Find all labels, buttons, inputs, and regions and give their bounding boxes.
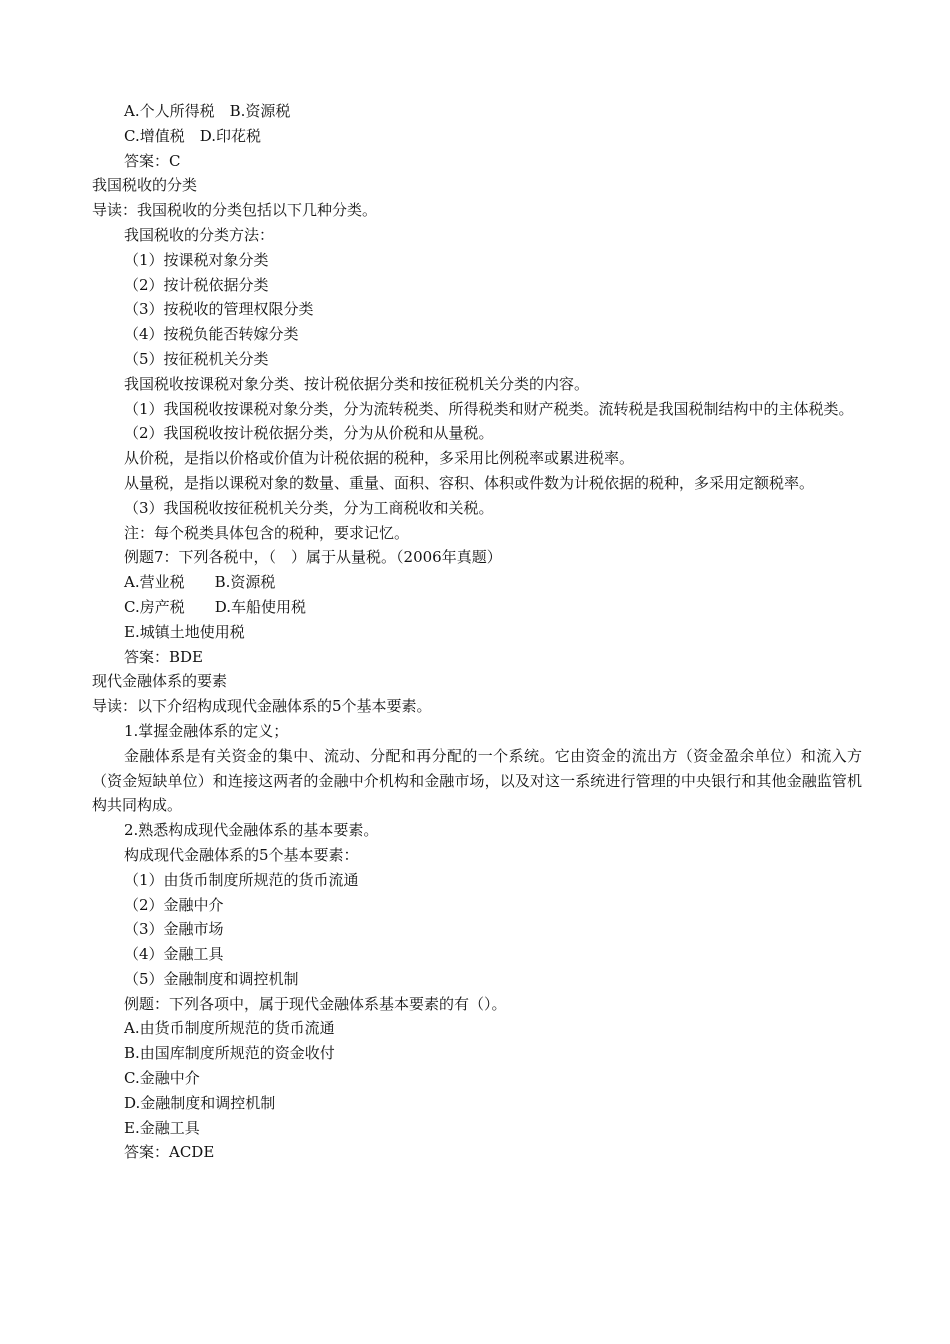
text-line: 构成现代金融体系的5个基本要素： [124, 845, 359, 864]
list-item: （5）按征税机关分类 [124, 349, 269, 368]
list-item: （4）按税负能否转嫁分类 [124, 325, 299, 344]
list-item: （3）按税收的管理权限分类 [124, 300, 314, 319]
text-line: 2.熟悉构成现代金融体系的基本要素。 [124, 821, 379, 840]
paragraph: 从量税，是指以课税对象的数量、重量、面积、容积、体积或件数为计税依据的税种，多采用定额税率。 [124, 473, 815, 492]
list-item: （3）金融市场 [124, 920, 224, 939]
intro-line: 导读：我国税收的分类包括以下几种分类。 [92, 201, 378, 220]
section-heading: 我国税收的分类 [92, 176, 198, 195]
paragraph: 金融体系是有关资金的集中、流动、分配和再分配的一个系统。它由资金的流出方（资金盈余单位）和流入方（资金短缺单位）和连接这两者的金融中介机构和金融市场，以及对这一系统进行管理的中央银行和其他金融监管机构共同构成。 [92, 746, 862, 815]
text-line: 从价税，是指以价格或价值为计税依据的税种，多采用比例税率或累进税率。 [124, 449, 635, 468]
option-line: A.个人所得税 B.资源税 [124, 102, 291, 120]
section-heading: 现代金融体系的要素 [92, 672, 228, 691]
text-line: （3）我国税收按征税机关分类，分为工商税收和关税。 [124, 498, 494, 517]
document-page [92, 99, 862, 1165]
option-line: C.增值税 D.印花税 [124, 126, 261, 145]
option-line: B.由国库制度所规范的资金收付 [124, 1044, 335, 1063]
answer-line: 答案：BDE [124, 647, 203, 666]
paragraph: （1）我国税收按课税对象分类，分为流转税类、所得税类和财产税类。流转税是我国税制结构中的主体税类。 [124, 399, 854, 418]
list-item: （1）按课税对象分类 [124, 250, 269, 269]
option-line: E.金融工具 [124, 1118, 200, 1137]
list-item: （2）按计税依据分类 [124, 275, 269, 294]
option-line: A.由货币制度所规范的货币流通 [124, 1019, 335, 1038]
list-item: （1）由货币制度所规范的货币流通 [124, 870, 359, 889]
answer-line: 答案：C [124, 151, 181, 170]
list-item: （4）金融工具 [124, 945, 224, 964]
intro-line: 导读：以下介绍构成现代金融体系的5个基本要素。 [92, 697, 432, 716]
option-line: D.金融制度和调控机制 [124, 1093, 276, 1112]
text-line: （2）我国税收按计税依据分类，分为从价税和从量税。 [124, 424, 494, 443]
option-line: E.城镇土地使用税 [124, 622, 245, 641]
option-line: C.金融中介 [124, 1069, 200, 1088]
text-line: 1.掌握金融体系的定义； [124, 721, 289, 740]
question-line: 例题7：下列各税中，（ ）属于从量税。（2006年真题） [124, 548, 502, 567]
list-item: （5）金融制度和调控机制 [124, 969, 299, 988]
option-line: C.房产税 D.车船使用税 [124, 597, 306, 616]
note-line: 注：每个税类具体包含的税种，要求记忆。 [124, 523, 410, 542]
question-line: 例题：下列各项中，属于现代金融体系基本要素的有（）。 [124, 994, 507, 1013]
list-item: （2）金融中介 [124, 895, 224, 914]
text-line: 我国税收的分类方法： [124, 225, 275, 244]
text-line: 我国税收按课税对象分类、按计税依据分类和按征税机关分类的内容。 [124, 374, 590, 393]
option-line: A.营业税 B.资源税 [124, 573, 276, 592]
answer-line: 答案：ACDE [124, 1143, 215, 1162]
